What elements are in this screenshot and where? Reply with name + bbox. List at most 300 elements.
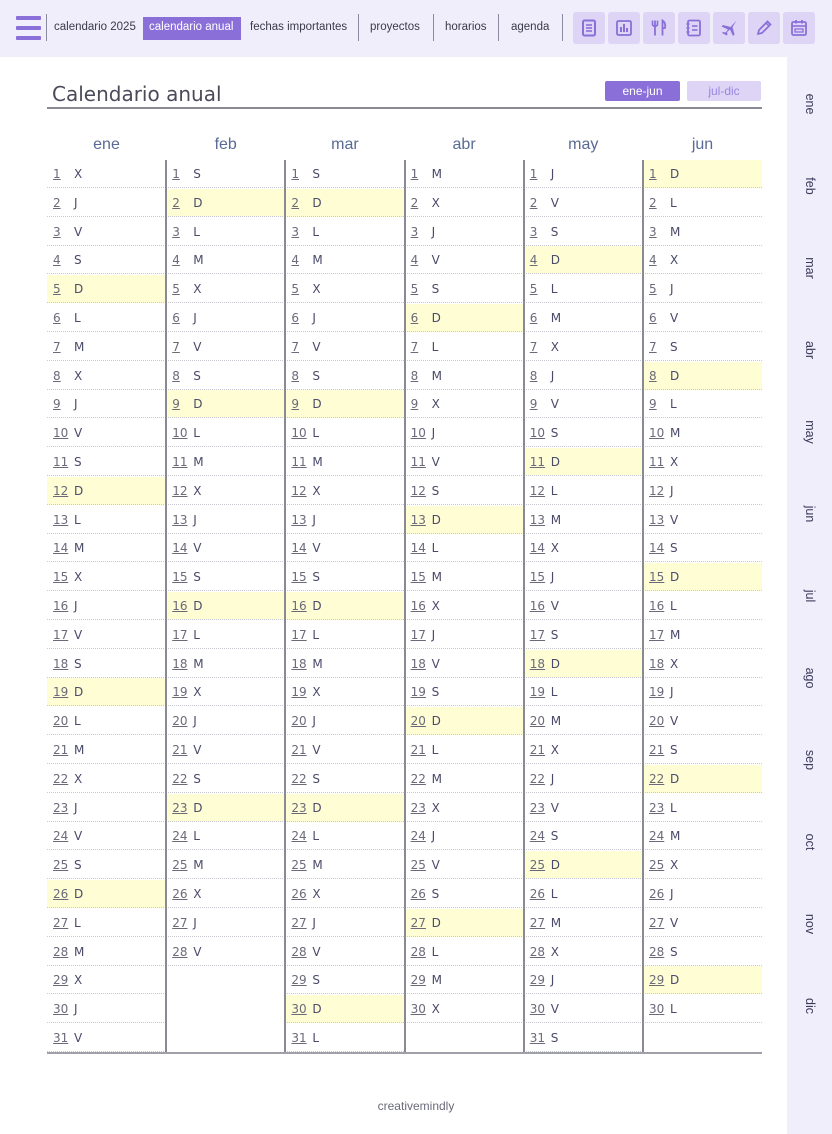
weekday-letter: V bbox=[431, 455, 440, 469]
day-row bbox=[47, 822, 166, 850]
day-row bbox=[285, 592, 404, 620]
day-number-link[interactable]: 2 bbox=[53, 195, 61, 210]
day-number-link[interactable]: 17 bbox=[529, 627, 546, 642]
weekday-letter: S bbox=[431, 887, 440, 901]
day-number-link[interactable]: 21 bbox=[529, 743, 546, 757]
weekday-letter: M bbox=[193, 455, 204, 469]
day-number-link[interactable]: 6 bbox=[53, 311, 61, 325]
weekday-letter: V bbox=[431, 253, 440, 268]
day-row bbox=[643, 506, 762, 534]
bar-chart-icon[interactable] bbox=[608, 12, 640, 44]
day-row bbox=[166, 592, 285, 620]
day-number-link[interactable]: 28 bbox=[529, 944, 546, 959]
day-number-link[interactable]: 10 bbox=[649, 426, 665, 441]
day-number-link[interactable]: 3 bbox=[53, 224, 61, 239]
day-number-link[interactable]: 18 bbox=[529, 656, 546, 671]
day-number-link[interactable]: 20 bbox=[529, 714, 546, 729]
day-number-link[interactable]: 23 bbox=[529, 800, 546, 815]
day-number-link[interactable]: 19 bbox=[53, 685, 69, 700]
day-row bbox=[524, 880, 643, 908]
weekday-letter: X bbox=[431, 1002, 440, 1017]
day-number-link[interactable]: 16 bbox=[410, 599, 426, 613]
day-row bbox=[285, 246, 404, 274]
day-number-link[interactable]: 4 bbox=[291, 253, 300, 268]
day-number-link[interactable]: 13 bbox=[649, 512, 665, 527]
weekday-letter: J bbox=[550, 570, 555, 585]
day-row bbox=[166, 650, 285, 678]
notebook-icon[interactable] bbox=[573, 12, 605, 44]
day-number-link[interactable]: 2 bbox=[291, 195, 300, 210]
day-number-link[interactable]: 15 bbox=[529, 570, 546, 585]
sidebar-month-mar[interactable]: mar bbox=[803, 257, 817, 279]
day-number-link[interactable]: 18 bbox=[649, 656, 665, 671]
day-number-link[interactable]: 18 bbox=[291, 656, 307, 671]
day-number-link[interactable]: 29 bbox=[649, 973, 665, 988]
day-row bbox=[405, 938, 524, 966]
day-number-link[interactable]: 14 bbox=[529, 541, 546, 556]
tab-agenda[interactable]: agenda bbox=[511, 21, 550, 33]
day-number-link[interactable]: 31 bbox=[53, 1031, 69, 1045]
day-number-link[interactable]: 12 bbox=[649, 483, 665, 498]
day-number-link[interactable]: 5 bbox=[291, 282, 300, 297]
weekday-letter: D bbox=[74, 282, 84, 297]
day-number-link[interactable]: 7 bbox=[649, 339, 657, 354]
day-number-link[interactable]: 5 bbox=[649, 282, 657, 297]
day-number-link[interactable]: 12 bbox=[53, 483, 69, 498]
day-number-link[interactable]: 26 bbox=[410, 887, 426, 901]
utensils-icon[interactable] bbox=[643, 12, 675, 44]
day-number-link[interactable]: 17 bbox=[172, 627, 188, 642]
weekday-letter: S bbox=[550, 829, 559, 844]
airplane-icon[interactable] bbox=[713, 12, 745, 44]
day-number-link[interactable]: 8 bbox=[172, 368, 180, 383]
day-row bbox=[285, 477, 404, 505]
day-number-link[interactable]: 8 bbox=[53, 368, 61, 383]
day-row bbox=[405, 362, 524, 390]
day-row bbox=[166, 822, 285, 850]
day-number-link[interactable]: 2 bbox=[172, 195, 180, 210]
day-number-link[interactable]: 5 bbox=[529, 282, 538, 297]
sidebar-month-oct[interactable]: oct bbox=[803, 833, 817, 851]
day-number-link[interactable]: 9 bbox=[291, 397, 300, 412]
day-number-link[interactable]: 12 bbox=[172, 483, 188, 498]
day-number-link[interactable]: 14 bbox=[291, 541, 307, 556]
day-number-link[interactable]: 5 bbox=[410, 282, 419, 297]
day-number-link[interactable]: 19 bbox=[410, 685, 426, 700]
sidebar-month-feb[interactable]: feb bbox=[803, 177, 817, 195]
day-number-link[interactable]: 28 bbox=[649, 944, 665, 959]
day-row bbox=[405, 160, 524, 188]
day-number-link[interactable]: 16 bbox=[172, 599, 188, 613]
calendar-bottom-divider bbox=[47, 1052, 762, 1054]
day-row bbox=[285, 765, 404, 793]
day-number-link[interactable]: 24 bbox=[291, 829, 307, 844]
contacts-book-icon[interactable] bbox=[678, 12, 710, 44]
day-number-link[interactable]: 22 bbox=[172, 771, 188, 786]
day-number-link[interactable]: 23 bbox=[649, 800, 665, 815]
day-row bbox=[166, 390, 285, 418]
day-row bbox=[47, 678, 166, 706]
day-row bbox=[524, 390, 643, 418]
day-number-link[interactable]: 20 bbox=[291, 714, 307, 729]
day-number-link[interactable]: 2 bbox=[649, 195, 657, 210]
day-number-link[interactable]: 28 bbox=[410, 944, 426, 959]
day-number-link[interactable]: 21 bbox=[291, 743, 307, 757]
day-number-link[interactable]: 11 bbox=[291, 455, 307, 469]
day-number-link[interactable]: 28 bbox=[291, 944, 307, 959]
day-number-link[interactable]: 12 bbox=[410, 483, 426, 498]
day-row bbox=[524, 563, 643, 591]
day-number-link[interactable]: 8 bbox=[529, 368, 538, 383]
day-row bbox=[47, 736, 166, 764]
day-number-link[interactable]: 15 bbox=[53, 570, 69, 585]
day-number-link[interactable]: 13 bbox=[291, 512, 307, 527]
month-header: feb bbox=[214, 136, 237, 153]
day-number-link[interactable]: 26 bbox=[529, 887, 546, 901]
weekday-letter: V bbox=[193, 339, 202, 354]
day-number-link[interactable]: 2 bbox=[410, 195, 419, 210]
day-number-link[interactable]: 6 bbox=[529, 311, 538, 325]
weekday-letter: S bbox=[74, 455, 82, 469]
day-number-link[interactable]: 8 bbox=[291, 368, 300, 383]
day-number-link[interactable]: 22 bbox=[410, 771, 426, 786]
tab-proyectos[interactable]: proyectos bbox=[370, 21, 420, 33]
day-number-link[interactable]: 22 bbox=[53, 771, 69, 786]
nav-divider bbox=[358, 14, 359, 41]
day-number-link[interactable]: 20 bbox=[410, 714, 426, 729]
day-number-link[interactable]: 18 bbox=[172, 656, 188, 671]
nav-divider bbox=[433, 14, 434, 41]
day-number-link[interactable]: 15 bbox=[291, 570, 307, 585]
day-row bbox=[166, 275, 285, 303]
day-number-link[interactable]: 29 bbox=[410, 973, 426, 988]
day-row bbox=[405, 880, 524, 908]
weekday-letter: J bbox=[312, 311, 316, 325]
day-number-link[interactable]: 3 bbox=[649, 224, 657, 239]
day-row bbox=[47, 938, 166, 966]
weekday-letter: M bbox=[431, 973, 442, 988]
day-number-link[interactable]: 4 bbox=[172, 253, 180, 268]
sidebar-month-ago[interactable]: ago bbox=[803, 667, 817, 689]
weekday-letter: D bbox=[670, 368, 680, 383]
day-row bbox=[643, 938, 762, 966]
calendar-icon[interactable] bbox=[783, 12, 815, 44]
day-number-link[interactable]: 26 bbox=[53, 887, 69, 901]
weekday-letter: M bbox=[670, 829, 681, 844]
weekday-letter: L bbox=[312, 829, 320, 844]
day-row bbox=[47, 621, 166, 649]
day-number-link[interactable]: 17 bbox=[649, 627, 665, 642]
day-row bbox=[524, 304, 643, 332]
day-number-link[interactable]: 11 bbox=[53, 455, 69, 469]
day-number-link[interactable]: 9 bbox=[53, 397, 61, 412]
weekday-letter: V bbox=[193, 944, 202, 959]
day-number-link[interactable]: 27 bbox=[649, 915, 665, 930]
day-number-link[interactable]: 13 bbox=[529, 512, 546, 527]
weekday-letter: M bbox=[193, 656, 204, 671]
day-number-link[interactable]: 3 bbox=[172, 224, 180, 239]
menu-icon[interactable] bbox=[16, 16, 41, 41]
weekday-letter: J bbox=[193, 512, 197, 527]
day-number-link[interactable]: 1 bbox=[53, 167, 61, 181]
day-number-link[interactable]: 16 bbox=[529, 599, 546, 613]
day-number-link[interactable]: 7 bbox=[410, 339, 419, 354]
day-number-link[interactable]: 11 bbox=[172, 455, 188, 469]
day-number-link[interactable]: 12 bbox=[291, 483, 307, 498]
day-row bbox=[285, 736, 404, 764]
weekday-letter: L bbox=[550, 685, 558, 700]
day-number-link[interactable]: 15 bbox=[172, 570, 188, 585]
day-number-link[interactable]: 25 bbox=[53, 858, 69, 873]
day-number-link[interactable]: 5 bbox=[53, 282, 61, 297]
day-number-link[interactable]: 22 bbox=[529, 771, 546, 786]
day-number-link[interactable]: 1 bbox=[649, 167, 657, 181]
day-number-link[interactable]: 18 bbox=[410, 656, 426, 671]
day-number-link[interactable]: 11 bbox=[410, 455, 426, 469]
day-number-link[interactable]: 4 bbox=[53, 253, 61, 268]
day-row bbox=[524, 995, 643, 1023]
day-row bbox=[285, 275, 404, 303]
day-number-link[interactable]: 1 bbox=[410, 167, 419, 181]
month-index-sidebar bbox=[787, 57, 832, 1134]
day-number-link[interactable]: 7 bbox=[172, 339, 180, 354]
day-row bbox=[47, 909, 166, 937]
day-number-link[interactable]: 27 bbox=[410, 915, 426, 930]
day-row bbox=[405, 995, 524, 1023]
day-row bbox=[47, 189, 166, 217]
day-number-link[interactable]: 23 bbox=[291, 800, 307, 815]
day-row bbox=[166, 333, 285, 361]
day-number-link[interactable]: 14 bbox=[649, 541, 665, 556]
weekday-letter: V bbox=[74, 1031, 83, 1045]
day-number-link[interactable]: 4 bbox=[410, 253, 419, 268]
day-number-link[interactable]: 8 bbox=[410, 368, 419, 383]
day-number-link[interactable]: 25 bbox=[410, 858, 426, 873]
day-number-link[interactable]: 24 bbox=[53, 829, 69, 844]
day-number-link[interactable]: 23 bbox=[410, 800, 426, 815]
day-number-link[interactable]: 10 bbox=[291, 426, 307, 441]
day-number-link[interactable]: 9 bbox=[649, 397, 657, 412]
weekday-letter: D bbox=[431, 714, 441, 729]
day-number-link[interactable]: 21 bbox=[53, 743, 69, 757]
day-number-link[interactable]: 29 bbox=[291, 973, 307, 988]
weekday-letter: S bbox=[670, 743, 678, 757]
weekday-letter: L bbox=[431, 743, 439, 757]
day-number-link[interactable]: 16 bbox=[53, 599, 69, 613]
day-row bbox=[524, 506, 643, 534]
day-row bbox=[643, 851, 762, 879]
day-number-link[interactable]: 3 bbox=[291, 224, 300, 239]
day-number-link[interactable]: 7 bbox=[291, 339, 300, 354]
day-number-link[interactable]: 7 bbox=[529, 339, 538, 354]
day-number-link[interactable]: 20 bbox=[172, 714, 188, 729]
day-number-link[interactable]: 27 bbox=[529, 915, 546, 930]
tab-calendario-anual[interactable]: calendario anual bbox=[143, 17, 241, 40]
day-row bbox=[285, 822, 404, 850]
day-number-link[interactable]: 30 bbox=[291, 1002, 307, 1017]
day-number-link[interactable]: 24 bbox=[529, 829, 546, 844]
day-number-link[interactable]: 31 bbox=[291, 1031, 307, 1045]
day-number-link[interactable]: 1 bbox=[529, 167, 538, 181]
day-number-link[interactable]: 24 bbox=[649, 829, 665, 844]
day-number-link[interactable]: 19 bbox=[529, 685, 546, 700]
day-number-link[interactable]: 14 bbox=[410, 541, 426, 556]
day-number-link[interactable]: 23 bbox=[172, 800, 188, 815]
weekday-letter: V bbox=[670, 714, 679, 729]
day-number-link[interactable]: 18 bbox=[53, 656, 69, 671]
sidebar-month-jul[interactable]: jul bbox=[803, 589, 817, 603]
day-number-link[interactable]: 10 bbox=[172, 426, 188, 441]
day-number-link[interactable]: 13 bbox=[172, 512, 188, 527]
day-number-link[interactable]: 28 bbox=[53, 944, 69, 959]
day-number-link[interactable]: 19 bbox=[291, 685, 307, 700]
day-row bbox=[166, 160, 285, 188]
day-row bbox=[47, 794, 166, 822]
day-number-link[interactable]: 9 bbox=[529, 397, 538, 412]
day-number-link[interactable]: 7 bbox=[53, 339, 61, 354]
day-number-link[interactable]: 8 bbox=[649, 368, 657, 383]
day-number-link[interactable]: 2 bbox=[529, 195, 538, 210]
day-number-link[interactable]: 21 bbox=[410, 743, 426, 757]
sidebar-month-ene[interactable]: ene bbox=[803, 93, 817, 115]
day-number-link[interactable]: 27 bbox=[172, 915, 188, 930]
day-number-link[interactable]: 10 bbox=[53, 426, 69, 441]
day-number-link[interactable]: 13 bbox=[53, 512, 69, 527]
weekday-letter: J bbox=[74, 800, 78, 815]
weekday-letter: S bbox=[670, 339, 678, 354]
day-number-link[interactable]: 29 bbox=[53, 973, 69, 988]
day-number-link[interactable]: 6 bbox=[291, 311, 300, 325]
day-number-link[interactable]: 31 bbox=[529, 1031, 546, 1045]
sidebar-month-jun[interactable]: jun bbox=[803, 505, 817, 523]
day-number-link[interactable]: 10 bbox=[410, 426, 426, 441]
day-row bbox=[643, 822, 762, 850]
weekday-letter: J bbox=[193, 311, 197, 325]
day-number-link[interactable]: 6 bbox=[172, 311, 180, 325]
day-row bbox=[643, 621, 762, 649]
day-number-link[interactable]: 10 bbox=[529, 426, 546, 441]
day-number-link[interactable]: 26 bbox=[172, 887, 188, 901]
sidebar-month-dic[interactable]: dic bbox=[803, 998, 817, 1014]
day-number-link[interactable]: 25 bbox=[649, 858, 665, 873]
day-number-link[interactable]: 19 bbox=[172, 685, 188, 700]
tab-horarios[interactable]: horarios bbox=[445, 21, 487, 33]
day-number-link[interactable]: 11 bbox=[529, 455, 546, 469]
day-number-link[interactable]: 26 bbox=[649, 887, 665, 901]
weekday-letter: L bbox=[74, 512, 81, 527]
day-number-link[interactable]: 1 bbox=[291, 167, 300, 181]
day-number-link[interactable]: 30 bbox=[410, 1002, 426, 1017]
day-number-link[interactable]: 14 bbox=[172, 541, 188, 556]
day-row bbox=[285, 506, 404, 534]
day-number-link[interactable]: 22 bbox=[291, 771, 307, 786]
weekday-letter: S bbox=[312, 368, 321, 383]
day-number-link[interactable]: 20 bbox=[649, 714, 665, 729]
weekday-letter: S bbox=[312, 973, 321, 988]
pencil-icon[interactable] bbox=[748, 12, 780, 44]
day-number-link[interactable]: 3 bbox=[410, 224, 419, 239]
day-number-link[interactable]: 25 bbox=[529, 858, 546, 873]
sidebar-month-abr[interactable]: abr bbox=[803, 340, 817, 360]
day-number-link[interactable]: 14 bbox=[53, 541, 69, 556]
weekday-letter: X bbox=[431, 397, 440, 412]
sidebar-month-nov[interactable]: nov bbox=[803, 913, 817, 935]
day-number-link[interactable]: 15 bbox=[649, 570, 665, 585]
second-half-button[interactable]: jul-dic bbox=[687, 81, 761, 101]
day-number-link[interactable]: 24 bbox=[410, 829, 426, 844]
day-number-link[interactable]: 21 bbox=[172, 743, 188, 757]
weekday-letter: X bbox=[550, 339, 560, 354]
day-number-link[interactable]: 20 bbox=[53, 714, 69, 729]
day-number-link[interactable]: 15 bbox=[410, 570, 426, 585]
day-number-link[interactable]: 29 bbox=[529, 973, 546, 988]
day-number-link[interactable]: 19 bbox=[649, 685, 665, 700]
day-number-link[interactable]: 5 bbox=[172, 282, 180, 297]
sidebar-month-may[interactable]: may bbox=[803, 420, 817, 444]
weekday-letter: X bbox=[74, 368, 83, 383]
weekday-letter: S bbox=[193, 167, 201, 181]
tab-calendario-2025[interactable]: calendario 2025 bbox=[54, 21, 136, 33]
weekday-letter: J bbox=[670, 887, 674, 901]
weekday-letter: J bbox=[550, 973, 555, 988]
day-number-link[interactable]: 27 bbox=[291, 915, 307, 930]
day-number-link[interactable]: 22 bbox=[649, 771, 665, 786]
day-number-link[interactable]: 1 bbox=[172, 167, 180, 181]
day-row bbox=[47, 966, 166, 994]
day-number-link[interactable]: 6 bbox=[410, 311, 419, 325]
weekday-letter: V bbox=[550, 195, 560, 210]
day-number-link[interactable]: 16 bbox=[291, 599, 307, 613]
day-number-link[interactable]: 6 bbox=[649, 311, 657, 325]
column-divider bbox=[404, 160, 406, 1053]
day-number-link[interactable]: 24 bbox=[172, 829, 188, 844]
sidebar-month-sep[interactable]: sep bbox=[803, 749, 817, 771]
day-number-link[interactable]: 30 bbox=[529, 1002, 546, 1017]
first-half-button[interactable]: ene-jun bbox=[605, 81, 680, 101]
weekday-letter: V bbox=[312, 541, 321, 556]
day-number-link[interactable]: 23 bbox=[53, 800, 69, 815]
day-number-link[interactable]: 17 bbox=[53, 627, 69, 642]
day-number-link[interactable]: 25 bbox=[172, 858, 188, 873]
page-title: Calendario anual bbox=[52, 82, 222, 106]
day-number-link[interactable]: 4 bbox=[529, 253, 538, 268]
day-number-link[interactable]: 17 bbox=[291, 627, 307, 642]
day-number-link[interactable]: 30 bbox=[53, 1002, 69, 1017]
weekday-letter: L bbox=[431, 339, 439, 354]
day-number-link[interactable]: 17 bbox=[410, 627, 426, 642]
day-row bbox=[643, 909, 762, 937]
day-number-link[interactable]: 4 bbox=[649, 253, 657, 268]
day-number-link[interactable]: 21 bbox=[649, 743, 665, 757]
day-number-link[interactable]: 3 bbox=[529, 224, 538, 239]
day-number-link[interactable]: 9 bbox=[172, 397, 180, 412]
day-number-link[interactable]: 12 bbox=[529, 483, 546, 498]
day-number-link[interactable]: 25 bbox=[291, 858, 307, 873]
weekday-letter: D bbox=[312, 1002, 322, 1017]
day-number-link[interactable]: 13 bbox=[410, 512, 426, 527]
weekday-letter: S bbox=[670, 541, 678, 556]
day-number-link[interactable]: 26 bbox=[291, 887, 307, 901]
day-number-link[interactable]: 9 bbox=[410, 397, 419, 412]
day-number-link[interactable]: 11 bbox=[649, 455, 665, 469]
day-number-link[interactable]: 28 bbox=[172, 944, 188, 959]
tab-fechas-importantes[interactable]: fechas importantes bbox=[250, 21, 348, 33]
day-number-link[interactable]: 27 bbox=[53, 915, 69, 930]
day-number-link[interactable]: 30 bbox=[649, 1002, 665, 1017]
day-row bbox=[405, 189, 524, 217]
day-number-link[interactable]: 16 bbox=[649, 599, 665, 613]
weekday-letter: S bbox=[670, 944, 678, 959]
